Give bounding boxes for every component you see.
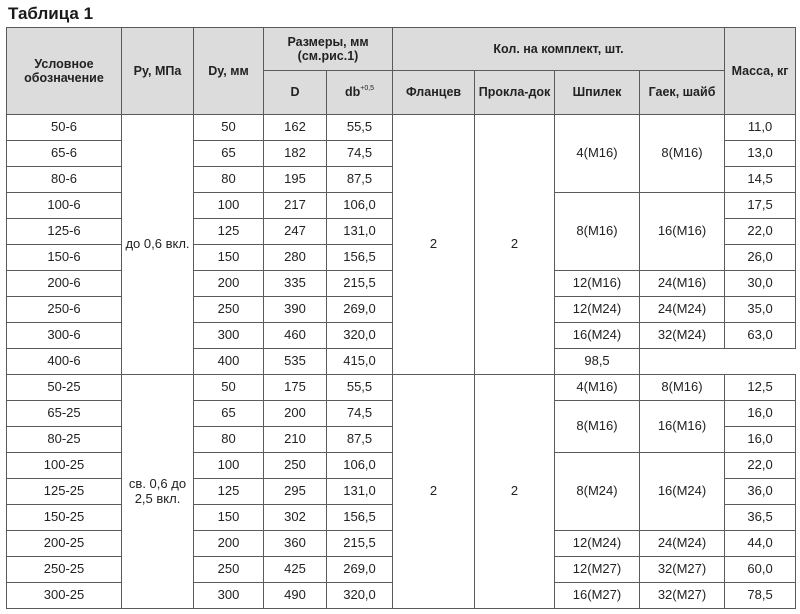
cell-designation: 200-25 xyxy=(7,531,122,557)
cell-pressure: св. 0,6 до 2,5 вкл. xyxy=(122,375,194,609)
cell-designation: 125-6 xyxy=(7,219,122,245)
cell-nuts: 8(М16) xyxy=(640,375,725,401)
cell-nuts: 24(М24) xyxy=(640,531,725,557)
cell-nominal-diameter: 150 xyxy=(194,505,264,531)
cell-studs: 12(М24) xyxy=(555,531,640,557)
cell-size-db: 55,5 xyxy=(327,375,393,401)
header-mass: Масса, кг xyxy=(725,28,796,115)
cell-studs: 16(М24) xyxy=(555,323,640,349)
cell-size-d: 247 xyxy=(264,219,327,245)
cell-nuts: 32(М27) xyxy=(640,557,725,583)
cell-nuts: 16(М16) xyxy=(640,193,725,271)
cell-mass: 14,5 xyxy=(725,167,796,193)
cell-size-d: 390 xyxy=(264,297,327,323)
cell-size-d: 360 xyxy=(264,531,327,557)
cell-designation: 150-6 xyxy=(7,245,122,271)
cell-nominal-diameter: 65 xyxy=(194,141,264,167)
cell-designation: 100-6 xyxy=(7,193,122,219)
cell-studs: 12(М24) xyxy=(555,297,640,323)
header-gaskets: Прокла-док xyxy=(475,71,555,115)
cell-size-d: 162 xyxy=(264,115,327,141)
cell-designation: 300-6 xyxy=(7,323,122,349)
cell-size-d: 182 xyxy=(264,141,327,167)
cell-designation: 150-25 xyxy=(7,505,122,531)
cell-size-db: 269,0 xyxy=(327,297,393,323)
cell-size-db: 320,0 xyxy=(327,323,393,349)
cell-size-db: 87,5 xyxy=(327,167,393,193)
cell-studs: 4(М16) xyxy=(555,375,640,401)
cell-designation: 250-25 xyxy=(7,557,122,583)
cell-size-db: 415,0 xyxy=(327,349,393,375)
cell-size-d: 175 xyxy=(264,375,327,401)
cell-nominal-diameter: 200 xyxy=(194,531,264,557)
cell-mass: 98,5 xyxy=(555,349,640,375)
header-studs: Шпилек xyxy=(555,71,640,115)
cell-size-db: 74,5 xyxy=(327,141,393,167)
cell-flanges: 2 xyxy=(393,115,475,375)
cell-designation: 300-25 xyxy=(7,583,122,609)
cell-designation: 250-6 xyxy=(7,297,122,323)
cell-studs: 12(М27) xyxy=(555,557,640,583)
cell-studs: 12(М16) xyxy=(555,271,640,297)
cell-nominal-diameter: 125 xyxy=(194,219,264,245)
cell-mass: 60,0 xyxy=(725,557,796,583)
cell-nuts: 16(М16) xyxy=(640,401,725,453)
header-nominal-diameter: Dy, мм xyxy=(194,28,264,115)
cell-nominal-diameter: 200 xyxy=(194,271,264,297)
cell-nominal-diameter: 65 xyxy=(194,401,264,427)
flange-spec-table xyxy=(6,27,796,609)
cell-size-db: 131,0 xyxy=(327,479,393,505)
cell-size-d: 425 xyxy=(264,557,327,583)
cell-size-d: 210 xyxy=(264,427,327,453)
cell-nominal-diameter: 80 xyxy=(194,427,264,453)
cell-gaskets: 2 xyxy=(475,375,555,609)
cell-mass: 16,0 xyxy=(725,427,796,453)
cell-designation: 100-25 xyxy=(7,453,122,479)
table-row xyxy=(7,375,796,401)
cell-designation: 80-6 xyxy=(7,167,122,193)
cell-mass: 13,0 xyxy=(725,141,796,167)
cell-size-d: 195 xyxy=(264,167,327,193)
cell-mass: 16,0 xyxy=(725,401,796,427)
cell-size-d: 460 xyxy=(264,323,327,349)
cell-size-d: 295 xyxy=(264,479,327,505)
cell-flanges: 2 xyxy=(393,375,475,609)
cell-nominal-diameter: 100 xyxy=(194,453,264,479)
cell-designation: 50-25 xyxy=(7,375,122,401)
cell-size-db: 320,0 xyxy=(327,583,393,609)
cell-mass: 36,5 xyxy=(725,505,796,531)
cell-designation: 200-6 xyxy=(7,271,122,297)
cell-size-db: 131,0 xyxy=(327,219,393,245)
cell-studs: 8(М16) xyxy=(555,193,640,271)
cell-mass: 36,0 xyxy=(725,479,796,505)
cell-mass: 30,0 xyxy=(725,271,796,297)
cell-size-db: 269,0 xyxy=(327,557,393,583)
cell-designation: 50-6 xyxy=(7,115,122,141)
cell-mass: 35,0 xyxy=(725,297,796,323)
cell-size-db: 156,5 xyxy=(327,505,393,531)
cell-nuts: 24(М16) xyxy=(640,271,725,297)
cell-gaskets: 2 xyxy=(475,115,555,375)
cell-size-d: 535 xyxy=(264,349,327,375)
header-pressure: Ру, МПа xyxy=(122,28,194,115)
cell-size-d: 490 xyxy=(264,583,327,609)
table-header xyxy=(7,28,796,115)
cell-studs: 4(М16) xyxy=(555,115,640,193)
cell-designation: 125-25 xyxy=(7,479,122,505)
cell-nominal-diameter: 250 xyxy=(194,557,264,583)
cell-size-db: 215,5 xyxy=(327,271,393,297)
header-size-db-label: db xyxy=(344,85,361,100)
cell-designation: 65-6 xyxy=(7,141,122,167)
cell-nominal-diameter: 50 xyxy=(194,375,264,401)
cell-mass: 22,0 xyxy=(725,219,796,245)
cell-nominal-diameter: 80 xyxy=(194,167,264,193)
cell-studs: 16(М27) xyxy=(555,583,640,609)
cell-mass: 22,0 xyxy=(725,453,796,479)
cell-nominal-diameter: 50 xyxy=(194,115,264,141)
header-size-db xyxy=(327,71,393,115)
header-size-d: D xyxy=(264,71,327,115)
cell-mass: 17,5 xyxy=(725,193,796,219)
header-nuts: Гаек, шайб xyxy=(640,71,725,115)
cell-size-db: 106,0 xyxy=(327,453,393,479)
cell-studs: 8(М24) xyxy=(555,453,640,531)
cell-size-db: 74,5 xyxy=(327,401,393,427)
cell-studs: 8(М16) xyxy=(555,401,640,453)
cell-nominal-diameter: 150 xyxy=(194,245,264,271)
table-body xyxy=(7,115,796,609)
cell-designation: 65-25 xyxy=(7,401,122,427)
cell-mass: 63,0 xyxy=(725,323,796,349)
cell-mass: 11,0 xyxy=(725,115,796,141)
cell-nuts: 24(М24) xyxy=(640,297,725,323)
cell-nominal-diameter: 250 xyxy=(194,297,264,323)
cell-size-d: 335 xyxy=(264,271,327,297)
cell-size-d: 280 xyxy=(264,245,327,271)
cell-nominal-diameter: 100 xyxy=(194,193,264,219)
cell-size-db: 156,5 xyxy=(327,245,393,271)
cell-nominal-diameter: 300 xyxy=(194,323,264,349)
cell-designation: 80-25 xyxy=(7,427,122,453)
cell-nominal-diameter: 300 xyxy=(194,583,264,609)
cell-mass: 44,0 xyxy=(725,531,796,557)
table-caption: Таблица 1 xyxy=(8,4,94,23)
header-flanges: Фланцев xyxy=(393,71,475,115)
cell-size-db: 106,0 xyxy=(327,193,393,219)
cell-nominal-diameter: 400 xyxy=(194,349,264,375)
cell-size-db: 55,5 xyxy=(327,115,393,141)
cell-size-d: 250 xyxy=(264,453,327,479)
cell-size-d: 302 xyxy=(264,505,327,531)
cell-nuts: 32(М24) xyxy=(640,323,725,349)
cell-nuts: 32(М27) xyxy=(640,583,725,609)
cell-nuts: 16(М24) xyxy=(640,453,725,531)
header-size-db-tolerance: +0,5 xyxy=(360,85,375,93)
header-designation: Условное обозначение xyxy=(7,28,122,115)
cell-mass: 26,0 xyxy=(725,245,796,271)
cell-designation: 400-6 xyxy=(7,349,122,375)
cell-nominal-diameter: 125 xyxy=(194,479,264,505)
cell-size-d: 217 xyxy=(264,193,327,219)
table-row xyxy=(7,115,796,141)
cell-mass: 78,5 xyxy=(725,583,796,609)
cell-mass: 12,5 xyxy=(725,375,796,401)
cell-size-d: 200 xyxy=(264,401,327,427)
cell-size-db: 215,5 xyxy=(327,531,393,557)
cell-nuts: 8(М16) xyxy=(640,115,725,193)
header-sizes: Размеры, мм (см.рис.1) xyxy=(264,28,393,71)
cell-pressure: до 0,6 вкл. xyxy=(122,115,194,375)
cell-size-db: 87,5 xyxy=(327,427,393,453)
header-kit-quantity: Кол. на комплект, шт. xyxy=(393,28,725,71)
